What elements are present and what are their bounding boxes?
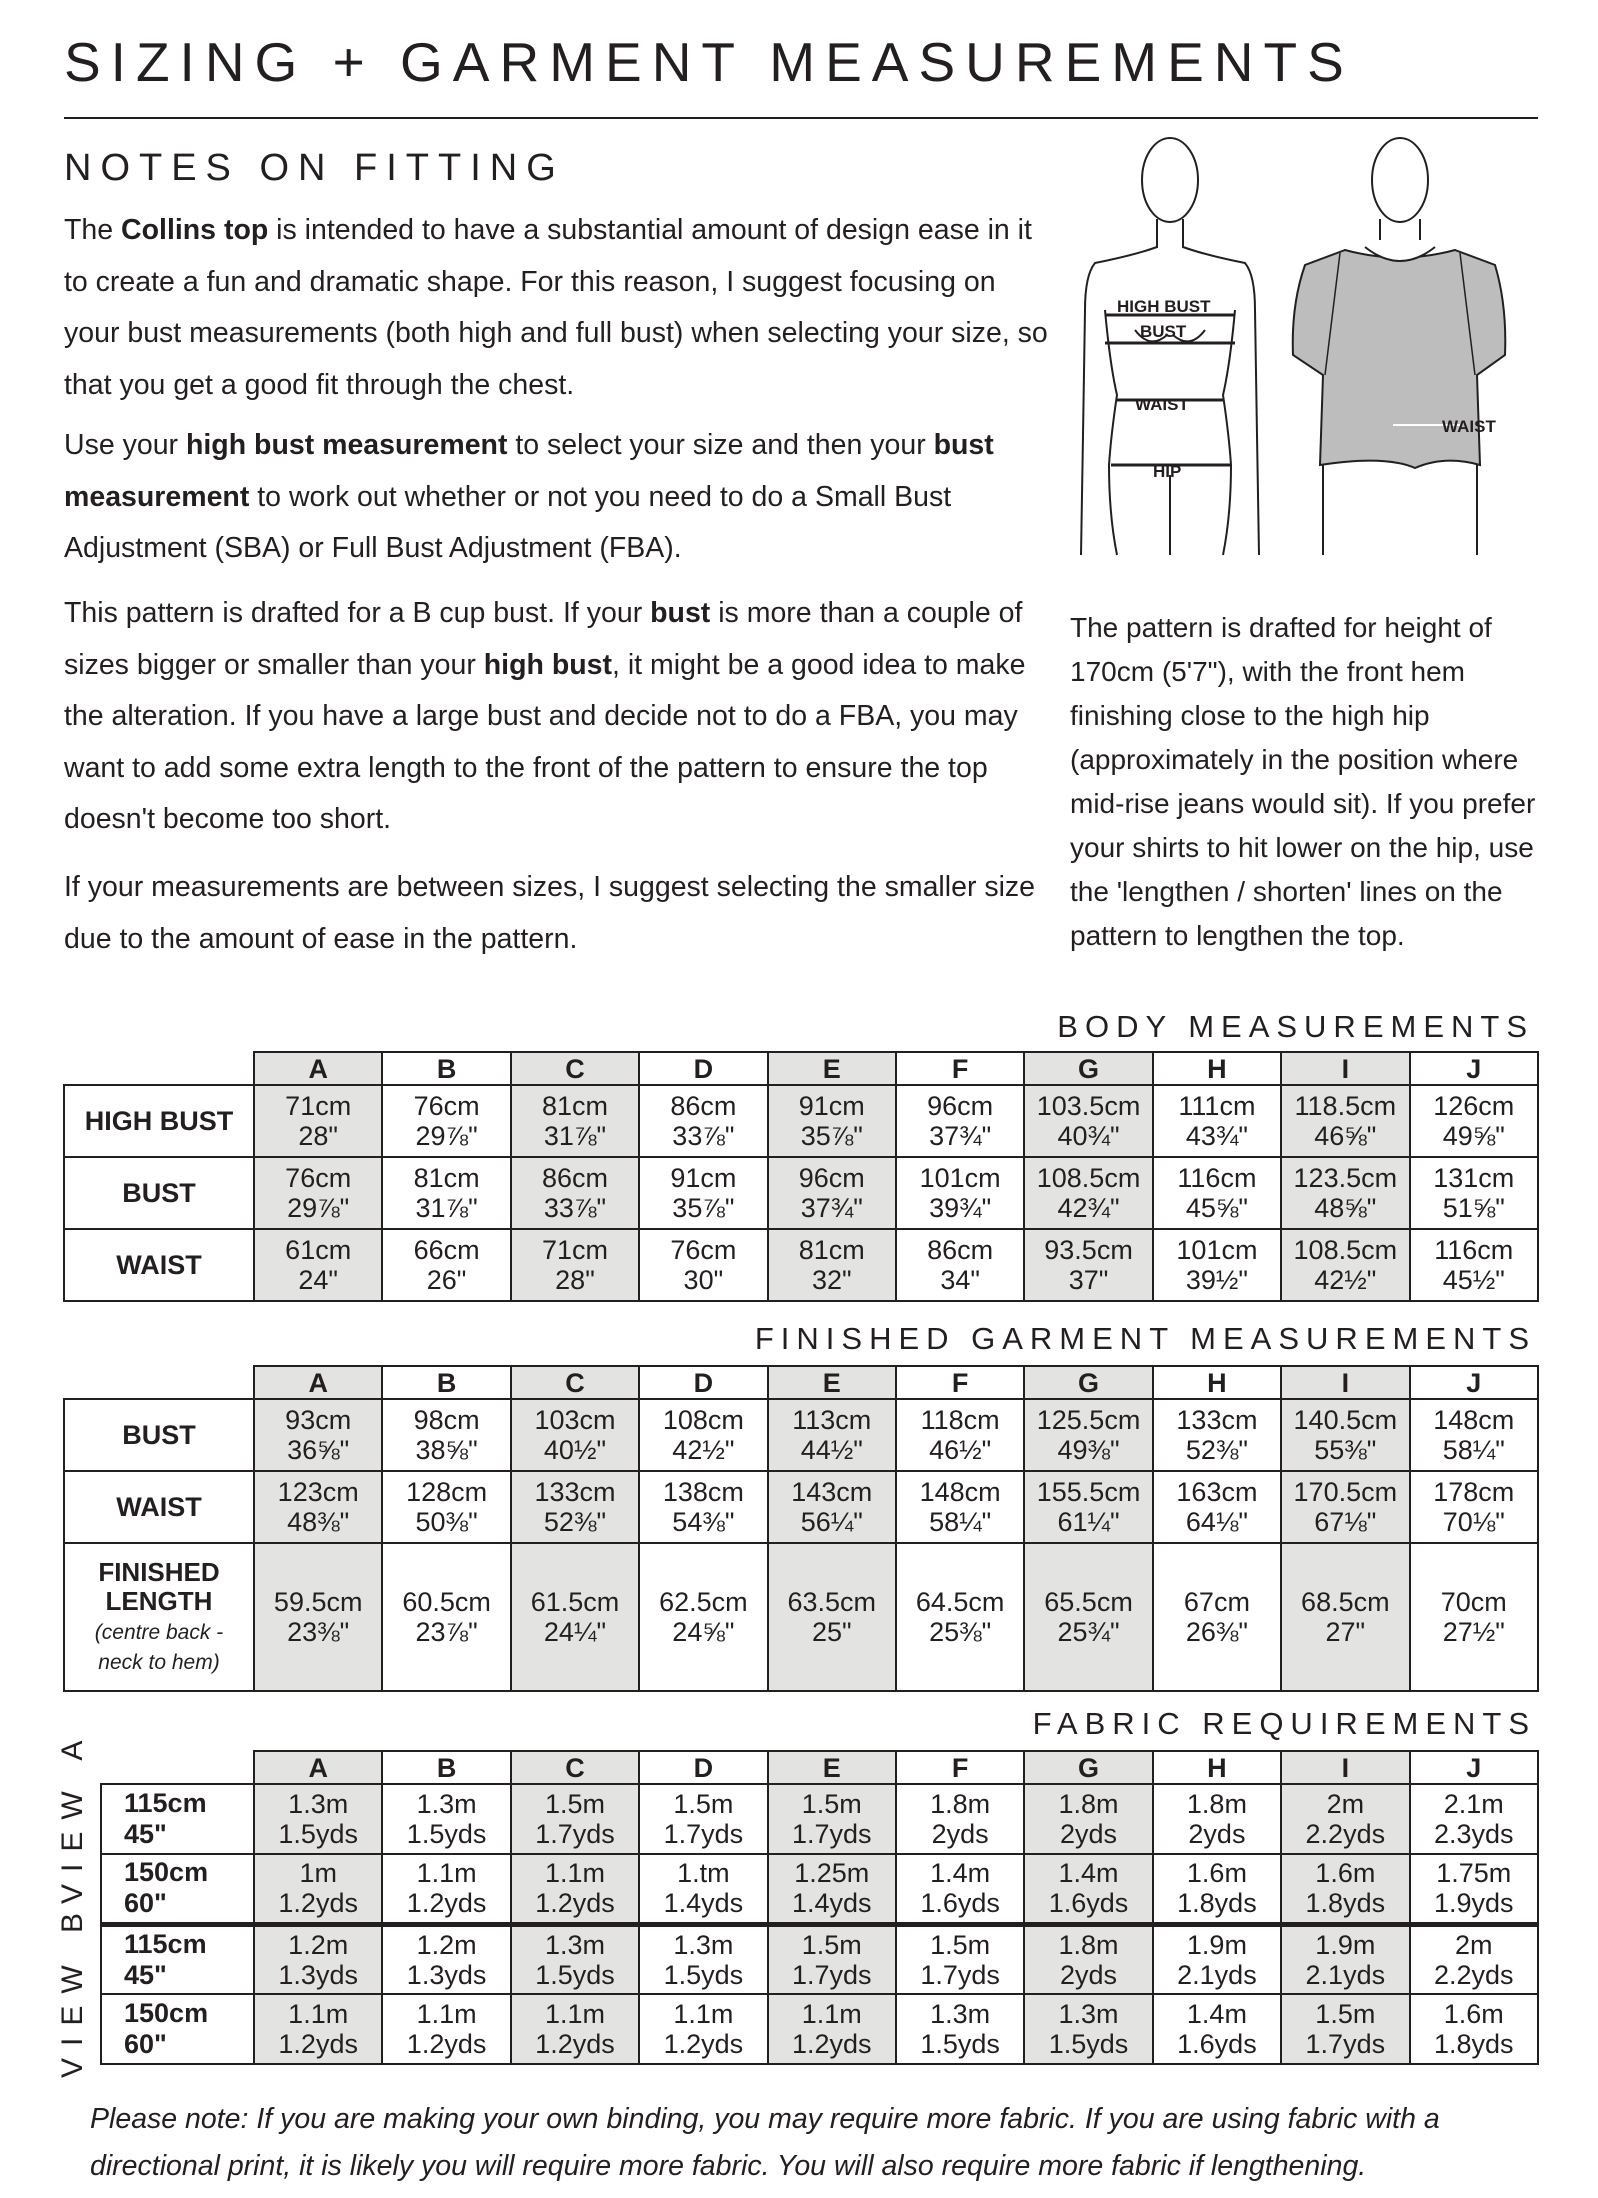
page-title: SIZING + GARMENT MEASUREMENTS <box>64 31 1354 93</box>
body-measurements-heading: BODY MEASUREMENTS <box>1057 1009 1534 1044</box>
size-header: E <box>768 1052 896 1085</box>
table-cell: 1.6m 1.8yds <box>1410 1994 1538 2064</box>
table-row <box>64 1543 1538 1691</box>
fit-diagram <box>1075 135 1555 595</box>
table-row <box>101 1924 1538 1994</box>
table-cell: 1.3m 1.5yds <box>254 1784 382 1854</box>
table-cell: 1.3m 1.5yds <box>511 1924 639 1994</box>
table-cell: 170.5cm 67⅛" <box>1281 1471 1409 1543</box>
view-b-label: VIEW B <box>56 1900 89 2078</box>
size-header: B <box>382 1366 510 1399</box>
table-cell: 1.2m 1.3yds <box>382 1924 510 1994</box>
table-cell: 65.5cm 25¾" <box>1024 1543 1152 1691</box>
table-cell: 131cm 51⅝" <box>1410 1157 1538 1229</box>
table-cell: 108cm 42½" <box>639 1399 767 1471</box>
table-cell: 66cm 26" <box>382 1229 510 1301</box>
size-header: G <box>1024 1366 1152 1399</box>
table-cell: 133cm 52⅜" <box>1153 1399 1281 1471</box>
high-bust-label: HIGH BUST <box>1117 297 1211 316</box>
fabric-width-label: 150cm 60" <box>101 1994 254 2064</box>
body-figure <box>1081 138 1259 555</box>
size-header: B <box>382 1751 510 1784</box>
body-measurements-table <box>63 1051 1539 1302</box>
fabric-width-label: 115cm 45" <box>101 1924 254 1994</box>
table-cell: 62.5cm 24⅝" <box>639 1543 767 1691</box>
fabric-width-label: 150cm 60" <box>101 1854 254 1924</box>
table-cell: 126cm 49⅝" <box>1410 1085 1538 1157</box>
size-header: I <box>1281 1052 1409 1085</box>
table-cell: 2m 2.2yds <box>1410 1924 1538 1994</box>
height-note: The pattern is drafted for height of 170cm (5'7"), with the front hem finishing close to the high hip (approximately in the position where mid-rise jeans would sit). If you prefer your shirts to hit lower on the hip, use the 'lengthen / shorten' lines on the pattern to lengthen the top. <box>1070 612 1536 951</box>
size-header-row <box>64 1366 1538 1399</box>
table-row <box>101 1854 1538 1924</box>
size-header: C <box>511 1052 639 1085</box>
size-header: F <box>896 1366 1024 1399</box>
table-cell: 103.5cm 40¾" <box>1024 1085 1152 1157</box>
fabric-requirements-heading: FABRIC REQUIREMENTS <box>1032 1706 1536 1741</box>
table-cell: 108.5cm 42¾" <box>1024 1157 1152 1229</box>
table-cell: 155.5cm 61¼" <box>1024 1471 1152 1543</box>
size-header: H <box>1153 1052 1281 1085</box>
table-cell: 2m 2.2yds <box>1281 1784 1409 1854</box>
table-cell: 118.5cm 46⅝" <box>1281 1085 1409 1157</box>
table-cell: 1.tm 1.4yds <box>639 1854 767 1924</box>
table-cell: 1.5m 1.7yds <box>511 1784 639 1854</box>
table-cell: 81cm 32" <box>768 1229 896 1301</box>
table-cell: 101cm 39½" <box>1153 1229 1281 1301</box>
table-cell: 91cm 35⅞" <box>768 1085 896 1157</box>
table-cell: 1.75m 1.9yds <box>1410 1854 1538 1924</box>
size-header: F <box>896 1751 1024 1784</box>
table-cell: 148cm 58¼" <box>896 1471 1024 1543</box>
table-cell: 1.5m 1.7yds <box>768 1924 896 1994</box>
table-cell: 1.6m 1.8yds <box>1281 1854 1409 1924</box>
table-cell: 81cm 31⅞" <box>382 1157 510 1229</box>
table-cell: 67cm 26⅜" <box>1153 1543 1281 1691</box>
notes-paragraph-1: The Collins top is intended to have a substantial amount of design ease in it to create a fun and dramatic shape. For this reason, I suggest focusing on your bust measurements (both high and full bust) when selecting your size, so that you get a good fit through the chest. <box>64 214 1048 401</box>
table-cell: 1.4m 1.6yds <box>896 1854 1024 1924</box>
table-cell: 1.1m 1.2yds <box>768 1994 896 2064</box>
fabric-width-label: 115cm 45" <box>101 1784 254 1854</box>
size-header: D <box>639 1366 767 1399</box>
size-header: H <box>1153 1751 1281 1784</box>
table-cell: 1m 1.2yds <box>254 1854 382 1924</box>
table-cell: 103cm 40½" <box>511 1399 639 1471</box>
table-row <box>101 1994 1538 2064</box>
size-header: A <box>254 1751 382 1784</box>
garment-waist-label: WAIST <box>1442 417 1496 436</box>
table-cell: 63.5cm 25" <box>768 1543 896 1691</box>
table-cell: 1.8m 2yds <box>896 1784 1024 1854</box>
size-header: F <box>896 1052 1024 1085</box>
size-header: C <box>511 1366 639 1399</box>
table-cell: 98cm 38⅝" <box>382 1399 510 1471</box>
table-cell: 1.9m 2.1yds <box>1153 1924 1281 1994</box>
table-cell: 1.1m 1.2yds <box>511 1994 639 2064</box>
table-cell: 116cm 45⅝" <box>1153 1157 1281 1229</box>
waist-label: WAIST <box>1135 395 1189 414</box>
table-cell: 148cm 58¼" <box>1410 1399 1538 1471</box>
table-cell: 86cm 34" <box>896 1229 1024 1301</box>
table-cell: 1.1m 1.2yds <box>254 1994 382 2064</box>
size-header: A <box>254 1052 382 1085</box>
table-cell: 76cm 30" <box>639 1229 767 1301</box>
table-cell: 113cm 44½" <box>768 1399 896 1471</box>
table-cell: 143cm 56¼" <box>768 1471 896 1543</box>
table-cell: 59.5cm 23⅜" <box>254 1543 382 1691</box>
size-header: C <box>511 1751 639 1784</box>
size-header: J <box>1410 1751 1538 1784</box>
table-cell: 138cm 54⅜" <box>639 1471 767 1543</box>
finished-measurements-table <box>63 1365 1539 1692</box>
table-row <box>64 1085 1538 1157</box>
row-label: HIGH BUST <box>64 1085 254 1157</box>
table-cell: 1.5m 1.7yds <box>639 1784 767 1854</box>
table-cell: 1.2m 1.3yds <box>254 1924 382 1994</box>
table-cell: 101cm 39¾" <box>896 1157 1024 1229</box>
table-cell: 70cm 27½" <box>1410 1543 1538 1691</box>
fabric-requirements-table <box>100 1750 1539 2065</box>
notes-paragraph-2: Use your high bust measurement to select your size and then your bust measurement to work out whether or not you need to do a Small Bust Adjustment (SBA) or Full Bust Adjustment (FBA). <box>64 429 994 564</box>
table-cell: 1.8m 2yds <box>1024 1784 1152 1854</box>
size-header: J <box>1410 1052 1538 1085</box>
table-cell: 61.5cm 24¼" <box>511 1543 639 1691</box>
table-row <box>64 1399 1538 1471</box>
table-cell: 64.5cm 25⅜" <box>896 1543 1024 1691</box>
table-cell: 1.1m 1.2yds <box>382 1994 510 2064</box>
title-rule <box>64 117 1538 119</box>
table-row <box>64 1471 1538 1543</box>
table-cell: 128cm 50⅜" <box>382 1471 510 1543</box>
notes-paragraph-4: If your measurements are between sizes, I suggest selecting the smaller size due to the amount of ease in the pattern. <box>64 871 1036 955</box>
size-header: B <box>382 1052 510 1085</box>
hip-label: HIP <box>1153 462 1182 481</box>
table-cell: 125.5cm 49⅜" <box>1024 1399 1152 1471</box>
notes-heading: NOTES ON FITTING <box>64 147 565 189</box>
finished-measurements-heading: FINISHED GARMENT MEASUREMENTS <box>754 1321 1536 1356</box>
table-cell: 123.5cm 48⅝" <box>1281 1157 1409 1229</box>
view-a-label: VIEW A <box>56 1728 89 1904</box>
table-cell: 1.1m 1.2yds <box>382 1854 510 1924</box>
table-cell: 91cm 35⅞" <box>639 1157 767 1229</box>
notes-paragraph-3: This pattern is drafted for a B cup bust. If your bust is more than a couple of sizes bigger or smaller than your high bust, it might be a good idea to make the alteration. If you have a large bust and decide not to do a FBA, you may want to add some extra length to the front of the pattern to ensure the top doesn't become too short. <box>64 597 1026 835</box>
table-cell: 1.3m 1.5yds <box>1024 1994 1152 2064</box>
table-cell: 86cm 33⅞" <box>511 1157 639 1229</box>
size-header: J <box>1410 1366 1538 1399</box>
table-cell: 1.1m 1.2yds <box>639 1994 767 2064</box>
size-header: A <box>254 1366 382 1399</box>
table-cell: 71cm 28" <box>511 1229 639 1301</box>
table-cell: 71cm 28" <box>254 1085 382 1157</box>
table-cell: 2.1m 2.3yds <box>1410 1784 1538 1854</box>
table-cell: 123cm 48⅜" <box>254 1471 382 1543</box>
row-label: WAIST <box>64 1229 254 1301</box>
size-header-row <box>64 1052 1538 1085</box>
table-cell: 68.5cm 27" <box>1281 1543 1409 1691</box>
body-labels <box>1117 297 1211 481</box>
fabric-note: Please note: If you are making your own binding, you may require more fabric. If you are using fabric with a directional print, it is likely you will require more fabric. You will also require more fabric if lengthening. <box>90 2103 1440 2182</box>
size-header: G <box>1024 1052 1152 1085</box>
table-cell: 96cm 37¾" <box>896 1085 1024 1157</box>
table-row <box>101 1784 1538 1854</box>
table-row <box>64 1229 1538 1301</box>
size-header: D <box>639 1751 767 1784</box>
table-cell: 111cm 43¾" <box>1153 1085 1281 1157</box>
table-cell: 1.9m 2.1yds <box>1281 1924 1409 1994</box>
table-cell: 93.5cm 37" <box>1024 1229 1152 1301</box>
row-label: BUST <box>64 1399 254 1471</box>
table-cell: 1.1m 1.2yds <box>511 1854 639 1924</box>
table-cell: 1.3m 1.5yds <box>896 1994 1024 2064</box>
table-cell: 1.5m 1.7yds <box>1281 1994 1409 2064</box>
table-row <box>64 1157 1538 1229</box>
table-cell: 1.6m 1.8yds <box>1153 1854 1281 1924</box>
table-cell: 1.8m 2yds <box>1153 1784 1281 1854</box>
row-label-finished-length: FINISHED LENGTH (centre back - neck to hem) <box>64 1543 254 1691</box>
table-cell: 93cm 36⅝" <box>254 1399 382 1471</box>
table-cell: 1.25m 1.4yds <box>768 1854 896 1924</box>
table-cell: 1.5m 1.7yds <box>768 1784 896 1854</box>
row-label: BUST <box>64 1157 254 1229</box>
table-cell: 163cm 64⅛" <box>1153 1471 1281 1543</box>
table-cell: 61cm 24" <box>254 1229 382 1301</box>
size-header: I <box>1281 1366 1409 1399</box>
size-header: E <box>768 1366 896 1399</box>
table-cell: 140.5cm 55⅜" <box>1281 1399 1409 1471</box>
table-cell: 1.8m 2yds <box>1024 1924 1152 1994</box>
table-cell: 86cm 33⅞" <box>639 1085 767 1157</box>
table-cell: 178cm 70⅛" <box>1410 1471 1538 1543</box>
garment-figure <box>1293 138 1506 555</box>
size-header: D <box>639 1052 767 1085</box>
table-cell: 133cm 52⅜" <box>511 1471 639 1543</box>
size-header: H <box>1153 1366 1281 1399</box>
table-cell: 76cm 29⅞" <box>382 1085 510 1157</box>
size-header-row <box>101 1751 1538 1784</box>
size-header: E <box>768 1751 896 1784</box>
table-cell: 81cm 31⅞" <box>511 1085 639 1157</box>
bust-label: BUST <box>1140 322 1187 341</box>
table-cell: 76cm 29⅞" <box>254 1157 382 1229</box>
size-header: I <box>1281 1751 1409 1784</box>
size-header: G <box>1024 1751 1152 1784</box>
table-cell: 1.3m 1.5yds <box>382 1784 510 1854</box>
table-cell: 1.5m 1.7yds <box>896 1924 1024 1994</box>
table-cell: 60.5cm 23⅞" <box>382 1543 510 1691</box>
table-cell: 1.4m 1.6yds <box>1024 1854 1152 1924</box>
table-cell: 1.3m 1.5yds <box>639 1924 767 1994</box>
table-cell: 96cm 37¾" <box>768 1157 896 1229</box>
table-cell: 118cm 46½" <box>896 1399 1024 1471</box>
row-label: WAIST <box>64 1471 254 1543</box>
table-cell: 116cm 45½" <box>1410 1229 1538 1301</box>
table-cell: 108.5cm 42½" <box>1281 1229 1409 1301</box>
table-cell: 1.4m 1.6yds <box>1153 1994 1281 2064</box>
